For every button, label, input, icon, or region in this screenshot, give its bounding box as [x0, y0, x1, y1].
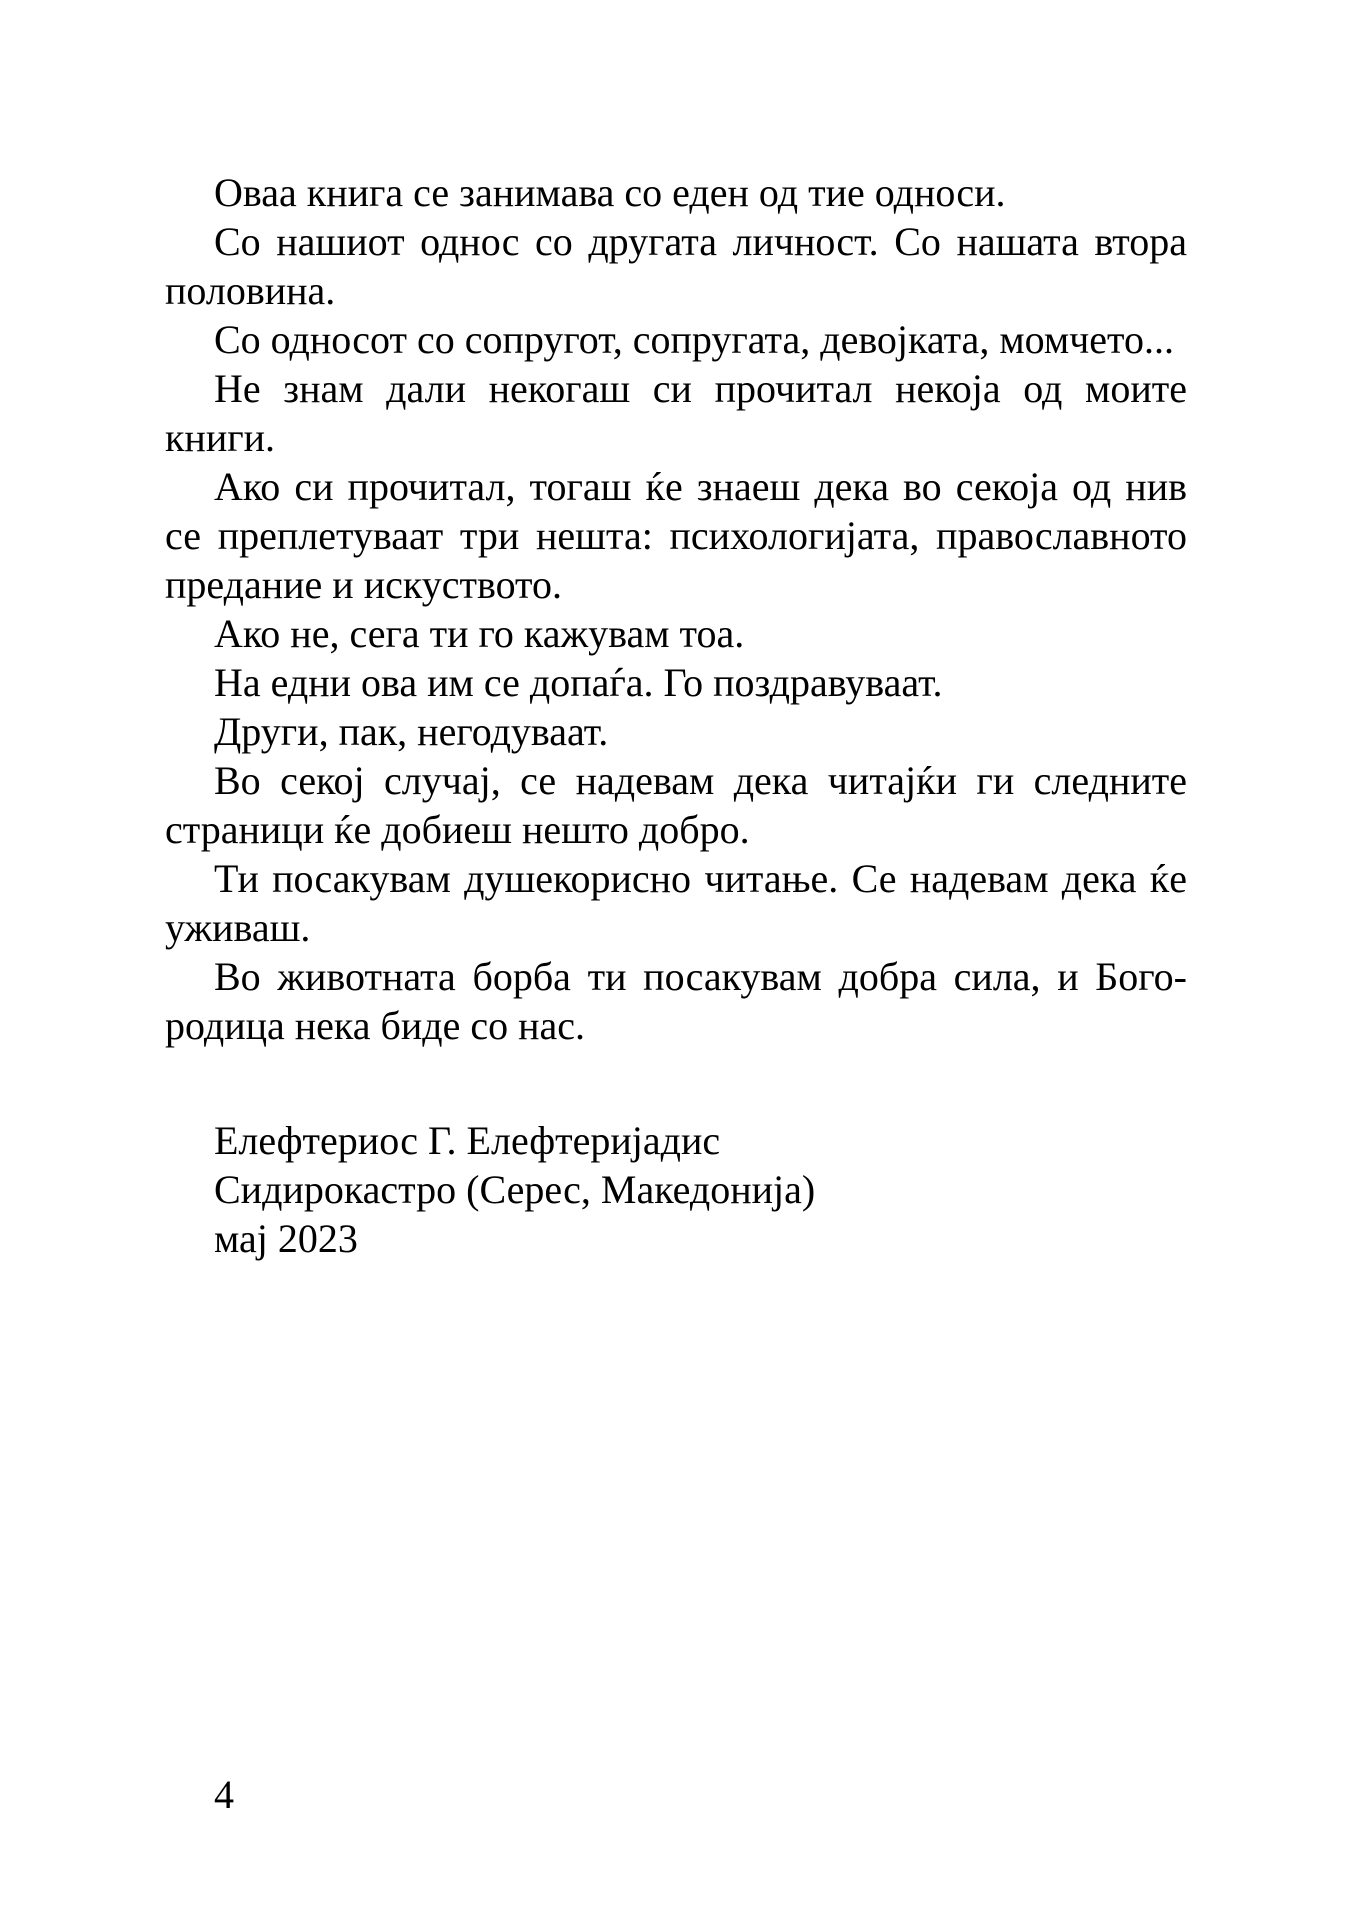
- paragraph: Во животната борба ти посакувам добра сила, и Богородица нека биде со нас.: [165, 954, 1187, 1048]
- paragraph: Со нашиот однос со другата личност. Со нашата втора половина.: [165, 219, 1187, 313]
- paragraph: Не знам дали некогаш си прочитал некоја од моите книги.: [165, 366, 1187, 460]
- paragraph: Со односот со сопругот, сопругата, девојката, момчето...: [214, 317, 1174, 362]
- page-number: 4: [214, 1772, 234, 1817]
- signature-date: мај 2023: [214, 1216, 358, 1261]
- author-name: Елефтериос Г. Елефтеријадис: [214, 1118, 721, 1163]
- body-text: [165, 168, 1187, 1050]
- paragraph: Ти посакувам душекорисно читање. Се надевам дека ќе уживаш.: [165, 856, 1187, 950]
- signature-place: Сидирокастро (Серес, Македонија): [214, 1167, 816, 1212]
- paragraph: Други, пак, негодуваат.: [214, 709, 609, 754]
- signature-block: [214, 1116, 815, 1263]
- paragraph: На едни ова им се допаѓа. Го поздравуваат.: [214, 660, 943, 705]
- paragraph: Ако не, сега ти го кажувам тоа.: [214, 611, 745, 656]
- paragraph: Оваа книга се занимава со еден од тие односи.: [214, 170, 1006, 215]
- paragraph: Во секој случај, се надевам дека читајќи ги следните страници ќе добиеш нешто добро.: [165, 758, 1187, 852]
- paragraph: Ако си прочитал, тогаш ќе знаеш дека во секоја од нив се преплетуваат три нешта: психологијата, православното предание и искуството.: [165, 464, 1187, 607]
